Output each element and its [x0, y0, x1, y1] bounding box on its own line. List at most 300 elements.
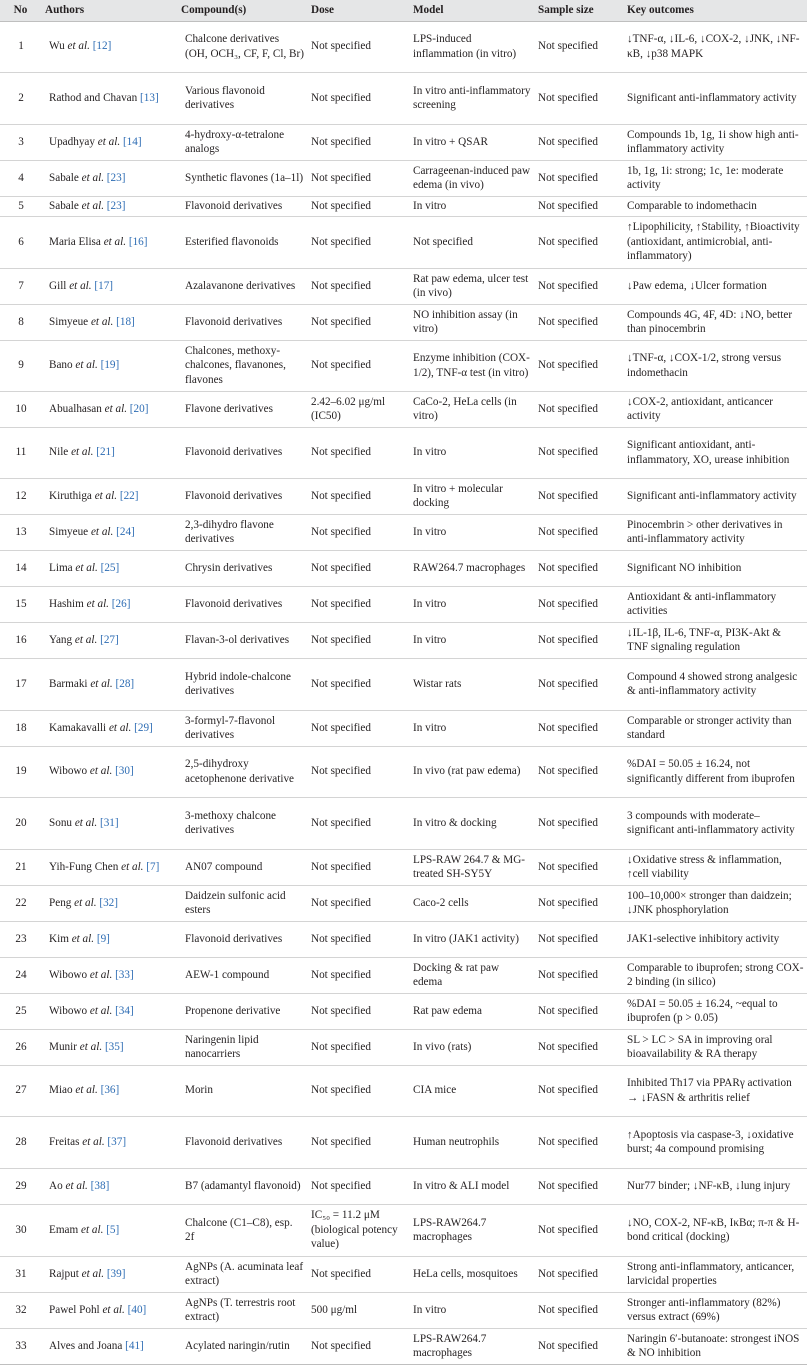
model-cell: Rat paw edema — [409, 993, 534, 1029]
reference-link[interactable]: [39] — [104, 1267, 126, 1280]
dose-cell: Not specified — [307, 550, 409, 586]
author-name: Sabale — [49, 171, 82, 184]
author-et-al: et al. — [94, 489, 118, 502]
author-cell — [41, 1328, 177, 1364]
model-cell: In vitro — [409, 710, 534, 746]
row-number: 33 — [0, 1328, 41, 1364]
row-number: 5 — [0, 196, 41, 216]
compound-cell: 2,3-dihydro flavone derivatives — [177, 514, 307, 550]
outcome-cell: ↓IL-1β, IL-6, TNF-α, PI3K-Akt & TNF signaling regulation — [623, 622, 807, 658]
compound-cell: AEW-1 compound — [177, 957, 307, 993]
reference-link[interactable]: [27] — [97, 633, 119, 646]
outcome-cell: Significant antioxidant, anti-inflammatory, XO, urease inhibition — [623, 427, 807, 478]
row-number: 29 — [0, 1168, 41, 1204]
author-et-al: et al. — [97, 135, 121, 148]
compound-cell: Chalcone (C1–C8), esp. 2f — [177, 1204, 307, 1256]
reference-link[interactable]: [9] — [94, 932, 110, 945]
author-et-al: et al. — [75, 561, 98, 574]
model-cell: In vitro anti-inflammatory screening — [409, 72, 534, 124]
author-name: Hashim — [49, 597, 87, 610]
author-name: Barmaki — [49, 677, 91, 690]
table-row — [0, 268, 807, 304]
row-number: 21 — [0, 849, 41, 885]
model-cell: CaCo-2, HeLa cells (in vitro) — [409, 391, 534, 427]
model-cell: NO inhibition assay (in vitro) — [409, 304, 534, 340]
sample-size-cell: Not specified — [534, 160, 623, 196]
row-number: 8 — [0, 304, 41, 340]
outcome-cell: Nur77 binder; ↓NF-κB, ↓lung injury — [623, 1168, 807, 1204]
table-row — [0, 957, 807, 993]
table-row — [0, 658, 807, 710]
reference-link[interactable]: [29] — [131, 721, 153, 734]
reference-link[interactable]: [23] — [104, 171, 126, 184]
row-number: 28 — [0, 1116, 41, 1168]
header-compounds: Compound(s) — [177, 0, 307, 21]
compound-cell: 3-methoxy chalcone derivatives — [177, 797, 307, 849]
header-model: Model — [409, 0, 534, 21]
author-et-al: et al. — [79, 1040, 103, 1053]
table-row — [0, 622, 807, 658]
model-cell: Not specified — [409, 216, 534, 268]
author-et-al: et al. — [121, 860, 144, 873]
sample-size-cell: Not specified — [534, 957, 623, 993]
row-number: 32 — [0, 1292, 41, 1328]
author-et-al: et al. — [90, 677, 113, 690]
table-row — [0, 550, 807, 586]
row-number: 19 — [0, 746, 41, 797]
row-number: 14 — [0, 550, 41, 586]
outcome-cell: JAK1-selective inhibitory activity — [623, 921, 807, 957]
table-row — [0, 160, 807, 196]
outcome-cell: ↓Paw edema, ↓Ulcer formation — [623, 268, 807, 304]
author-et-al: et al. — [74, 633, 98, 646]
row-number: 20 — [0, 797, 41, 849]
sample-size-cell: Not specified — [534, 72, 623, 124]
reference-link[interactable]: [28] — [112, 677, 135, 690]
author-name: Rajput — [49, 1267, 82, 1280]
row-number: 25 — [0, 993, 41, 1029]
author-cell — [41, 196, 177, 216]
author-name: Kim — [49, 932, 72, 945]
row-number: 26 — [0, 1029, 41, 1065]
dose-cell: Not specified — [307, 160, 409, 196]
author-cell — [41, 710, 177, 746]
model-cell: Human neutrophils — [409, 1116, 534, 1168]
compound-cell: AN07 compound — [177, 849, 307, 885]
table-row — [0, 586, 807, 622]
outcome-cell: Comparable or stronger activity than standard — [623, 710, 807, 746]
table-row — [0, 478, 807, 514]
author-et-al: et al. — [69, 279, 92, 292]
model-cell: In vitro — [409, 427, 534, 478]
compound-cell: Naringenin lipid nanocarriers — [177, 1029, 307, 1065]
reference-link[interactable]: [31] — [97, 816, 119, 829]
outcome-cell: Significant anti-inflammatory activity — [623, 478, 807, 514]
model-cell: Docking & rat paw edema — [409, 957, 534, 993]
reference-link[interactable]: [26] — [108, 597, 131, 610]
author-name: Kiruthiga — [49, 489, 95, 502]
author-et-al: et al. — [89, 1004, 113, 1017]
author-cell — [41, 622, 177, 658]
dose-cell: Not specified — [307, 124, 409, 160]
reference-link[interactable]: [7] — [143, 860, 160, 873]
sample-size-cell: Not specified — [534, 268, 623, 304]
compound-cell: Hybrid indole-chalcone derivatives — [177, 658, 307, 710]
reference-link[interactable]: [23] — [104, 199, 126, 212]
sample-size-cell: Not specified — [534, 993, 623, 1029]
model-cell: LPS-RAW264.7 macrophages — [409, 1204, 534, 1256]
outcome-cell: 3 compounds with moderate–significant anti-inflammatory activity — [623, 797, 807, 849]
reference-link[interactable]: [38] — [87, 1179, 110, 1192]
model-cell: CIA mice — [409, 1065, 534, 1116]
author-name: Simyeue — [49, 315, 91, 328]
table-row — [0, 340, 807, 391]
compound-cell: Flavonoid derivatives — [177, 427, 307, 478]
compound-cell: AgNPs (T. terrestris root extract) — [177, 1292, 307, 1328]
outcome-cell: Naringin 6′-butanoate: strongest iNOS & NO inhibition — [623, 1328, 807, 1364]
reference-link[interactable]: [18] — [113, 315, 135, 328]
model-cell: RAW264.7 macrophages — [409, 550, 534, 586]
outcome-cell: Significant NO inhibition — [623, 550, 807, 586]
compound-cell: Daidzein sulfonic acid esters — [177, 885, 307, 921]
dose-cell: Not specified — [307, 72, 409, 124]
author-name: Miao — [49, 1084, 76, 1097]
header-row — [0, 0, 807, 21]
dose-cell: Not specified — [307, 196, 409, 216]
model-cell: In vitro — [409, 622, 534, 658]
author-cell — [41, 921, 177, 957]
author-et-al: et al. — [81, 171, 104, 184]
outcome-cell: Significant anti-inflammatory activity — [623, 72, 807, 124]
reference-link[interactable]: [32] — [96, 896, 118, 909]
row-number: 17 — [0, 658, 41, 710]
reference-link[interactable]: [25] — [97, 561, 120, 574]
dose-cell: Not specified — [307, 921, 409, 957]
table-row — [0, 1168, 807, 1204]
author-name: Wibowo — [49, 1004, 90, 1017]
row-number: 3 — [0, 124, 41, 160]
dose-cell: 2.42–6.02 μg/ml (IC50) — [307, 391, 409, 427]
sample-size-cell: Not specified — [534, 921, 623, 957]
author-et-al: et al. — [102, 1303, 125, 1316]
reference-link[interactable]: [14] — [120, 135, 142, 148]
model-cell: LPS-induced inflammation (in vitro) — [409, 21, 534, 72]
author-name: Nile — [49, 446, 72, 459]
table-row — [0, 216, 807, 268]
dose-cell: Not specified — [307, 340, 409, 391]
sample-size-cell: Not specified — [534, 21, 623, 72]
sample-size-cell: Not specified — [534, 1029, 623, 1065]
author-cell — [41, 1116, 177, 1168]
model-cell: LPS-RAW 264.7 & MG-treated SH-SY5Y — [409, 849, 534, 885]
model-cell: In vivo (rat paw edema) — [409, 746, 534, 797]
model-cell: In vitro + molecular docking — [409, 478, 534, 514]
table-row — [0, 1065, 807, 1116]
sample-size-cell: Not specified — [534, 1256, 623, 1292]
reference-link[interactable]: [21] — [93, 446, 115, 459]
author-name: Yih-Fung Chen — [49, 860, 122, 873]
author-cell — [41, 427, 177, 478]
author-name: Wibowo — [49, 968, 90, 981]
author-et-al: et al. — [86, 597, 109, 610]
author-et-al: et al. — [65, 1179, 88, 1192]
table-row — [0, 124, 807, 160]
author-cell — [41, 21, 177, 72]
outcome-cell: SL > LC > SA in improving oral bioavailability & RA therapy — [623, 1029, 807, 1065]
model-cell: LPS-RAW264.7 macrophages — [409, 1328, 534, 1364]
model-cell: In vitro & ALI model — [409, 1168, 534, 1204]
reference-link[interactable]: [17] — [91, 279, 114, 292]
outcome-cell: Strong anti-inflammatory, anticancer, larvicidal properties — [623, 1256, 807, 1292]
row-number: 2 — [0, 72, 41, 124]
table-row — [0, 391, 807, 427]
compound-cell: Chalcone derivatives (OH, OCH₃, CF, F, Cl, Br) — [177, 21, 307, 72]
sample-size-cell: Not specified — [534, 124, 623, 160]
sample-size-cell: Not specified — [534, 849, 623, 885]
author-cell — [41, 216, 177, 268]
author-et-al: et al. — [81, 1267, 105, 1280]
sample-size-cell: Not specified — [534, 622, 623, 658]
author-cell — [41, 1029, 177, 1065]
outcome-cell: Compounds 1b, 1g, 1i show high anti-inflammatory activity — [623, 124, 807, 160]
outcome-cell: ↓Oxidative stress & inflammation, ↑cell viability — [623, 849, 807, 885]
dose-cell: Not specified — [307, 746, 409, 797]
author-name: Wu — [49, 40, 68, 53]
compound-cell: Chalcones, methoxy-chalcones, flavanones, flavones — [177, 340, 307, 391]
reference-link[interactable]: [22] — [117, 489, 139, 502]
dose-cell: Not specified — [307, 21, 409, 72]
dose-cell: Not specified — [307, 1328, 409, 1364]
row-number: 4 — [0, 160, 41, 196]
dose-cell: Not specified — [307, 268, 409, 304]
author-name: Pawel Pohl — [49, 1303, 103, 1316]
compound-cell: 4-hydroxy-α-tetralone analogs — [177, 124, 307, 160]
dose-cell: Not specified — [307, 885, 409, 921]
model-cell: Rat paw edema, ulcer test (in vivo) — [409, 268, 534, 304]
model-cell: In vivo (rats) — [409, 1029, 534, 1065]
dose-cell: Not specified — [307, 622, 409, 658]
author-cell — [41, 1168, 177, 1204]
table-row — [0, 196, 807, 216]
row-number: 11 — [0, 427, 41, 478]
compound-cell: 2,5-dihydroxy acetophenone derivative — [177, 746, 307, 797]
reference-link[interactable]: [36] — [97, 1084, 120, 1097]
model-cell: Enzyme inhibition (COX-1/2), TNF-α test (in vitro) — [409, 340, 534, 391]
reference-link[interactable]: [19] — [97, 359, 120, 372]
author-name: Lima — [49, 561, 76, 574]
sample-size-cell: Not specified — [534, 478, 623, 514]
author-name: Peng — [49, 896, 75, 909]
compound-cell: Various flavonoid derivatives — [177, 72, 307, 124]
outcome-cell: ↓COX-2, antioxidant, anticancer activity — [623, 391, 807, 427]
reference-link[interactable]: [20] — [127, 402, 149, 415]
dose-cell: Not specified — [307, 1065, 409, 1116]
model-cell: Carrageenan-induced paw edema (in vivo) — [409, 160, 534, 196]
table-row — [0, 21, 807, 72]
author-name: Gill — [49, 279, 70, 292]
model-cell: In vitro — [409, 1292, 534, 1328]
table-row — [0, 710, 807, 746]
author-et-al: et al. — [67, 40, 90, 53]
reference-link[interactable]: [12] — [89, 40, 112, 53]
author-name: Abualhasan — [49, 402, 105, 415]
model-cell: In vitro (JAK1 activity) — [409, 921, 534, 957]
author-name: Wibowo — [49, 765, 90, 778]
row-number: 7 — [0, 268, 41, 304]
compound-cell: Flavonoid derivatives — [177, 196, 307, 216]
header-dose: Dose — [307, 0, 409, 21]
sample-size-cell: Not specified — [534, 514, 623, 550]
author-name: Sabale — [49, 199, 82, 212]
author-et-al: et al. — [89, 968, 113, 981]
author-et-al: et al. — [89, 765, 113, 778]
table-row — [0, 1292, 807, 1328]
reference-link[interactable]: [40] — [124, 1303, 147, 1316]
dose-cell: Not specified — [307, 849, 409, 885]
compound-cell: Flavone derivatives — [177, 391, 307, 427]
dose-cell: Not specified — [307, 993, 409, 1029]
row-number: 22 — [0, 885, 41, 921]
row-number: 1 — [0, 21, 41, 72]
header-key-outcomes: Key outcomes — [623, 0, 807, 21]
sample-size-cell: Not specified — [534, 586, 623, 622]
author-et-al: et al. — [75, 1084, 98, 1097]
reference-link[interactable]: [34] — [112, 1004, 134, 1017]
sample-size-cell: Not specified — [534, 340, 623, 391]
dose-cell: Not specified — [307, 216, 409, 268]
dose-cell: Not specified — [307, 658, 409, 710]
reference-link[interactable]: [24] — [113, 525, 135, 538]
author-cell — [41, 72, 177, 124]
dose-cell: Not specified — [307, 304, 409, 340]
author-name: Maria Elisa — [49, 235, 104, 248]
sample-size-cell: Not specified — [534, 304, 623, 340]
compound-cell: 3-formyl-7-flavonol derivatives — [177, 710, 307, 746]
sample-size-cell: Not specified — [534, 196, 623, 216]
author-cell — [41, 304, 177, 340]
compound-cell: Acylated naringin/rutin — [177, 1328, 307, 1364]
outcome-cell: Compounds 4G, 4F, 4D: ↓NO, better than pinocembrin — [623, 304, 807, 340]
header-sample-size: Sample size — [534, 0, 623, 21]
model-cell: In vitro & docking — [409, 797, 534, 849]
outcome-cell: Compound 4 showed strong analgesic & anti-inflammatory activity — [623, 658, 807, 710]
dose-cell: Not specified — [307, 710, 409, 746]
author-cell — [41, 391, 177, 427]
compound-cell: Chrysin derivatives — [177, 550, 307, 586]
author-cell — [41, 658, 177, 710]
model-cell: Wistar rats — [409, 658, 534, 710]
row-number: 23 — [0, 921, 41, 957]
reference-link[interactable]: [37] — [104, 1135, 127, 1148]
reference-link[interactable]: [41] — [122, 1339, 144, 1352]
reference-link[interactable]: [33] — [112, 968, 134, 981]
dose-cell: Not specified — [307, 478, 409, 514]
outcome-cell: Comparable to ibuprofen; strong COX-2 binding (in silico) — [623, 957, 807, 993]
author-cell — [41, 550, 177, 586]
dose-cell: Not specified — [307, 1116, 409, 1168]
sample-size-cell: Not specified — [534, 658, 623, 710]
table-row — [0, 72, 807, 124]
sample-size-cell: Not specified — [534, 797, 623, 849]
sample-size-cell: Not specified — [534, 550, 623, 586]
model-cell: HeLa cells, mosquitoes — [409, 1256, 534, 1292]
reference-link[interactable]: [30] — [112, 765, 134, 778]
sample-size-cell: Not specified — [534, 1328, 623, 1364]
reference-link[interactable]: [13] — [137, 91, 159, 104]
table-row — [0, 885, 807, 921]
sample-size-cell: Not specified — [534, 1168, 623, 1204]
table-row — [0, 304, 807, 340]
author-name: Bano — [49, 359, 76, 372]
table-row — [0, 797, 807, 849]
row-number: 24 — [0, 957, 41, 993]
author-cell — [41, 160, 177, 196]
author-et-al: et al. — [75, 359, 98, 372]
compound-cell: Azalavanone derivatives — [177, 268, 307, 304]
author-et-al: et al. — [74, 896, 97, 909]
dose-cell: Not specified — [307, 427, 409, 478]
author-name: Munir — [49, 1040, 80, 1053]
table-row — [0, 993, 807, 1029]
row-number: 10 — [0, 391, 41, 427]
author-et-al: et al. — [81, 1223, 104, 1236]
author-cell — [41, 1204, 177, 1256]
outcome-cell: Comparable to indomethacin — [623, 196, 807, 216]
row-number: 15 — [0, 586, 41, 622]
reference-link[interactable]: [35] — [102, 1040, 124, 1053]
author-name: Kamakavalli — [49, 721, 109, 734]
author-cell — [41, 586, 177, 622]
author-cell — [41, 797, 177, 849]
row-number: 18 — [0, 710, 41, 746]
reference-link[interactable]: [5] — [103, 1223, 120, 1236]
author-cell — [41, 885, 177, 921]
author-name: Emam — [49, 1223, 82, 1236]
row-number: 12 — [0, 478, 41, 514]
compound-cell: Flavonoid derivatives — [177, 304, 307, 340]
compound-cell: Flavonoid derivatives — [177, 478, 307, 514]
author-name: Yang — [49, 633, 75, 646]
dose-cell: Not specified — [307, 586, 409, 622]
author-et-al: et al. — [108, 721, 132, 734]
dose-cell: 500 μg/ml — [307, 1292, 409, 1328]
author-cell — [41, 124, 177, 160]
compound-cell: Morin — [177, 1065, 307, 1116]
author-cell — [41, 478, 177, 514]
compound-cell: Flavonoid derivatives — [177, 921, 307, 957]
reference-link[interactable]: [16] — [126, 235, 148, 248]
author-cell — [41, 993, 177, 1029]
author-cell — [41, 268, 177, 304]
sample-size-cell: Not specified — [534, 710, 623, 746]
dose-cell: Not specified — [307, 1029, 409, 1065]
author-cell — [41, 1065, 177, 1116]
author-et-al: et al. — [81, 199, 104, 212]
dose-cell: Not specified — [307, 1168, 409, 1204]
outcome-cell: Pinocembrin > other derivatives in anti-inflammatory activity — [623, 514, 807, 550]
compound-cell: Flavonoid derivatives — [177, 586, 307, 622]
outcome-cell: Stronger anti-inflammatory (82%) versus extract (69%) — [623, 1292, 807, 1328]
row-number: 13 — [0, 514, 41, 550]
author-et-al: et al. — [90, 525, 114, 538]
dose-cell: Not specified — [307, 1256, 409, 1292]
table-row — [0, 849, 807, 885]
header-authors: Authors — [41, 0, 177, 21]
author-et-al: et al. — [74, 816, 98, 829]
outcome-cell: ↓NO, COX-2, NF-κB, IκBα; π-π & H-bond critical (docking) — [623, 1204, 807, 1256]
sample-size-cell: Not specified — [534, 1065, 623, 1116]
table-row — [0, 746, 807, 797]
